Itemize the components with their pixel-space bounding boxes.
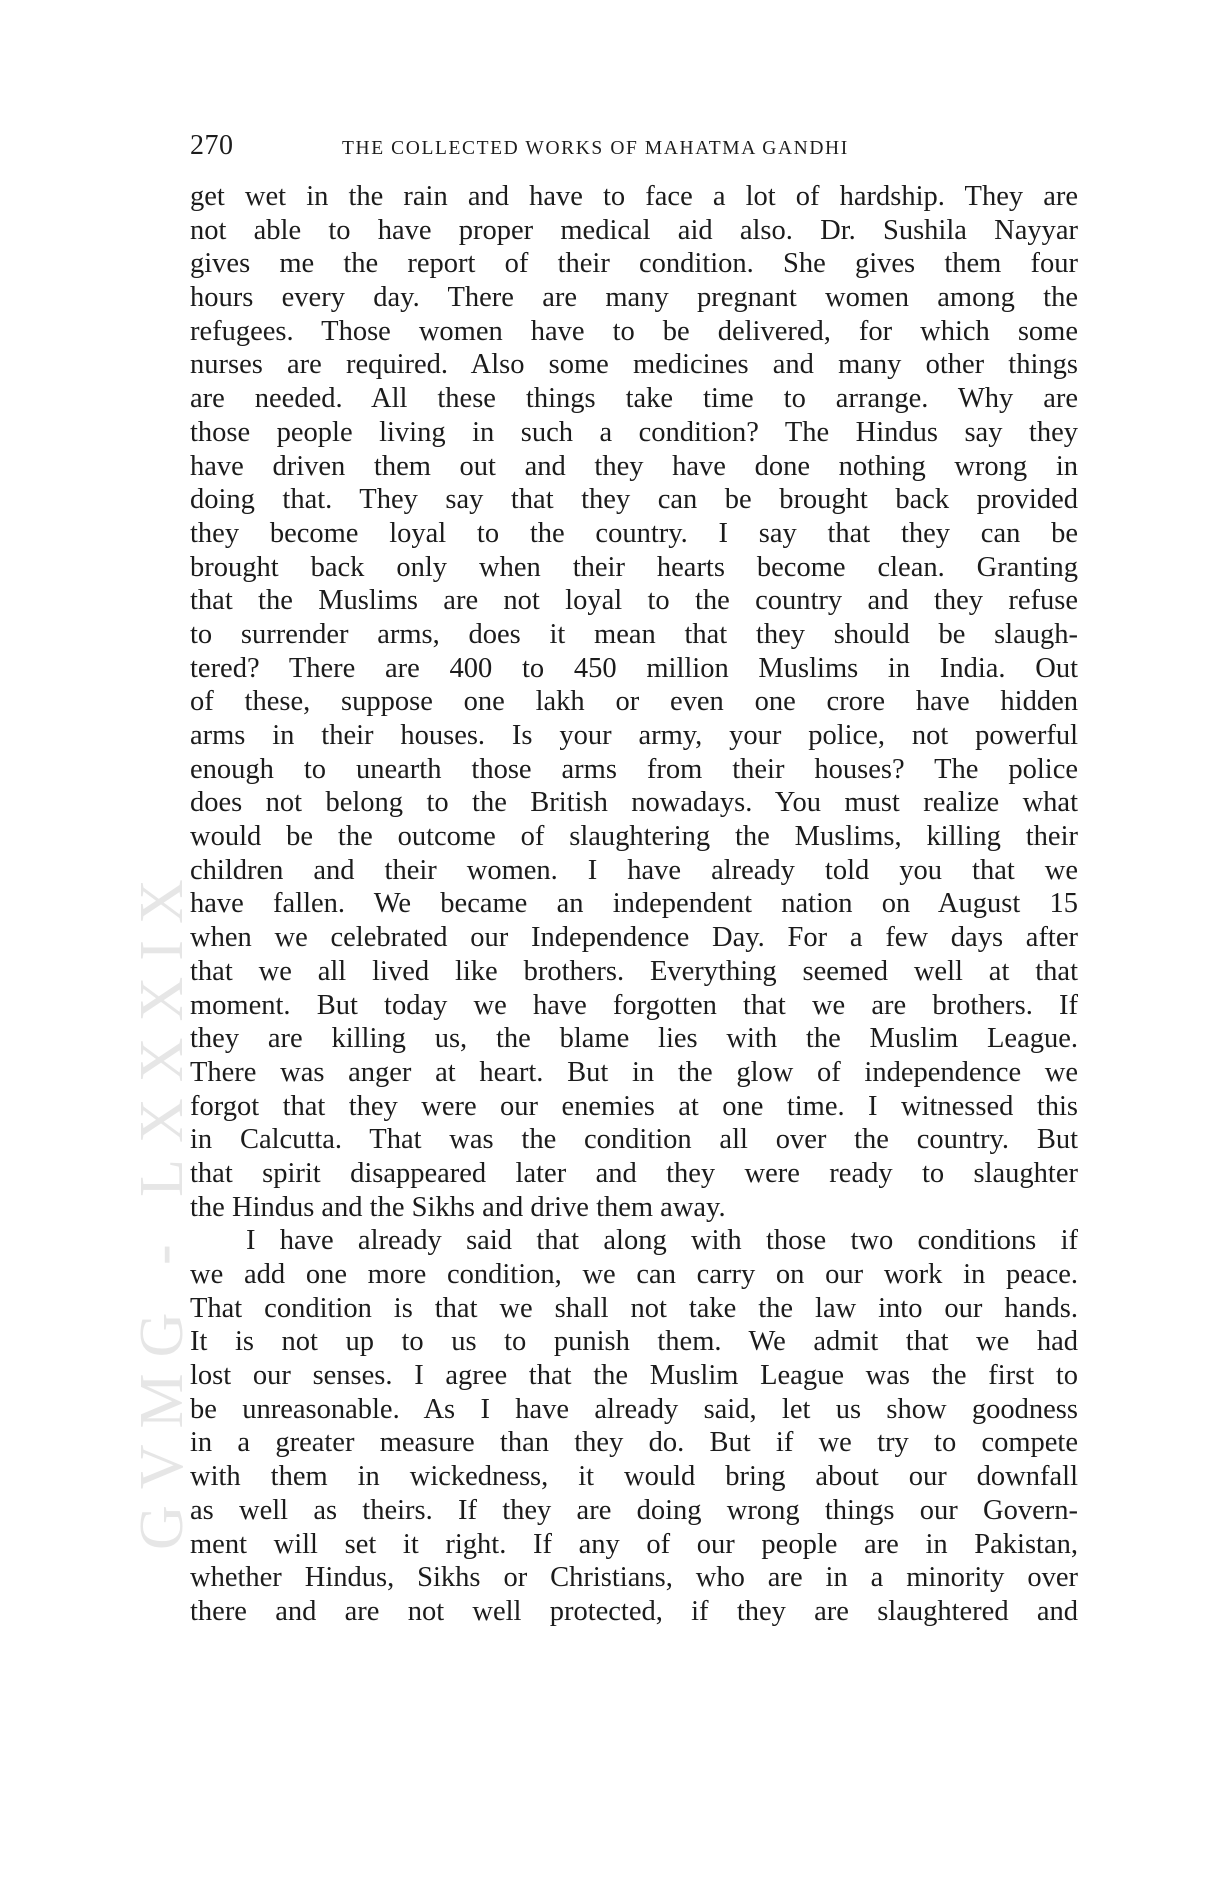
text-line: arms in their houses. Is your army, your police, not powerful — [190, 720, 1078, 751]
text-line: It is not up to us to punish them. We admit that we had — [190, 1326, 1078, 1358]
text-line: there and are not well protected, if they are slaughtered and — [190, 1595, 1078, 1627]
text-line: refugees. Those women have to be delivered, for which some — [190, 315, 1078, 347]
text-line: would be the outcome of slaughtering the Muslims, killing their — [190, 821, 1078, 853]
text-line: enough to unearth those arms from their houses? The police — [190, 753, 1078, 785]
watermark-text: GVMG - LXXXIX — [128, 863, 196, 1550]
text-line: not able to have proper medical aid also. Dr. Sushila Nayyar — [190, 214, 1078, 246]
book-title: THE COLLECTED WORKS OF MAHATMA GANDHI — [342, 138, 849, 159]
watermark-graphic — [128, 350, 198, 1550]
text-line: brought back only when their hearts become clean. Granting — [190, 551, 1078, 583]
text-line: to surrender arms, does it mean that they should be slaugh- — [190, 618, 1078, 650]
text-line: be unreasonable. As I have already said, let us show goodness — [190, 1393, 1078, 1425]
text-line: that the Muslims are not loyal to the country and they refuse — [190, 585, 1078, 617]
text-line: they are killing us, the blame lies with the Muslim League. — [190, 1023, 1078, 1055]
text-line: as well as theirs. If they are doing wrong things our Govern- — [190, 1494, 1078, 1526]
text-line: That condition is that we shall not take the law into our hands. — [190, 1292, 1078, 1324]
text-line: lost our senses. I agree that the Muslim League was the first to — [190, 1360, 1078, 1392]
watermark — [128, 350, 198, 1550]
text-line: when we celebrated our Independence Day. For a few days after — [190, 922, 1078, 954]
text-line: we add one more condition, we can carry on our work in peace. — [190, 1259, 1078, 1290]
text-line: whether Hindus, Sikhs or Christians, who are in a minority over — [190, 1562, 1078, 1594]
text-line: does not belong to the British nowadays. You must realize what — [190, 787, 1078, 819]
paragraph — [190, 1224, 1078, 1628]
text-line: tered? There are 400 to 450 million Muslims in India. Out — [190, 652, 1078, 684]
text-line: I have already said that along with those two conditions if — [246, 1225, 1078, 1257]
text-line: those people living in such a condition? The Hindus say they — [190, 416, 1078, 448]
text-line: nurses are required. Also some medicines and many other things — [190, 349, 1078, 381]
text-line: that spirit disappeared later and they were ready to slaughter — [190, 1157, 1078, 1189]
text-line: gives me the report of their condition. She gives them four — [190, 248, 1078, 280]
text-line: moment. But today we have forgotten that we are brothers. If — [190, 989, 1078, 1021]
text-line: that we all lived like brothers. Everything seemed well at that — [190, 955, 1078, 987]
text-line: are needed. All these things take time to arrange. Why are — [190, 383, 1078, 415]
text-line: ment will set it right. If any of our people are in Pakistan, — [190, 1528, 1078, 1560]
text-line: with them in wickedness, it would bring about our downfall — [190, 1461, 1078, 1493]
text-line: of these, suppose one lakh or even one crore have hidden — [190, 686, 1078, 718]
page-number: 270 — [190, 130, 234, 161]
text-line: get wet in the rain and have to face a lot of hardship. They are — [190, 181, 1078, 212]
body-text — [190, 180, 1078, 1629]
text-line: forgot that they were our enemies at one time. I witnessed this — [190, 1090, 1078, 1122]
text-line: they become loyal to the country. I say that they can be — [190, 517, 1078, 549]
text-line: hours every day. There are many pregnant women among the — [190, 282, 1078, 314]
text-line: have driven them out and they have done nothing wrong in — [190, 450, 1078, 482]
text-line: doing that. They say that they can be brought back provided — [190, 484, 1078, 516]
text-line: There was anger at heart. But in the glow of independence we — [190, 1056, 1078, 1088]
text-line: children and their women. I have already told you that we — [190, 854, 1078, 886]
text-line: in Calcutta. That was the condition all over the country. But — [190, 1124, 1078, 1156]
running-head — [190, 130, 1080, 170]
text-line: the Hindus and the Sikhs and drive them away. — [190, 1191, 726, 1223]
paragraph — [190, 180, 1078, 1224]
text-line: have fallen. We became an independent nation on August 15 — [190, 888, 1078, 920]
text-line: in a greater measure than they do. But if we try to compete — [190, 1427, 1078, 1459]
